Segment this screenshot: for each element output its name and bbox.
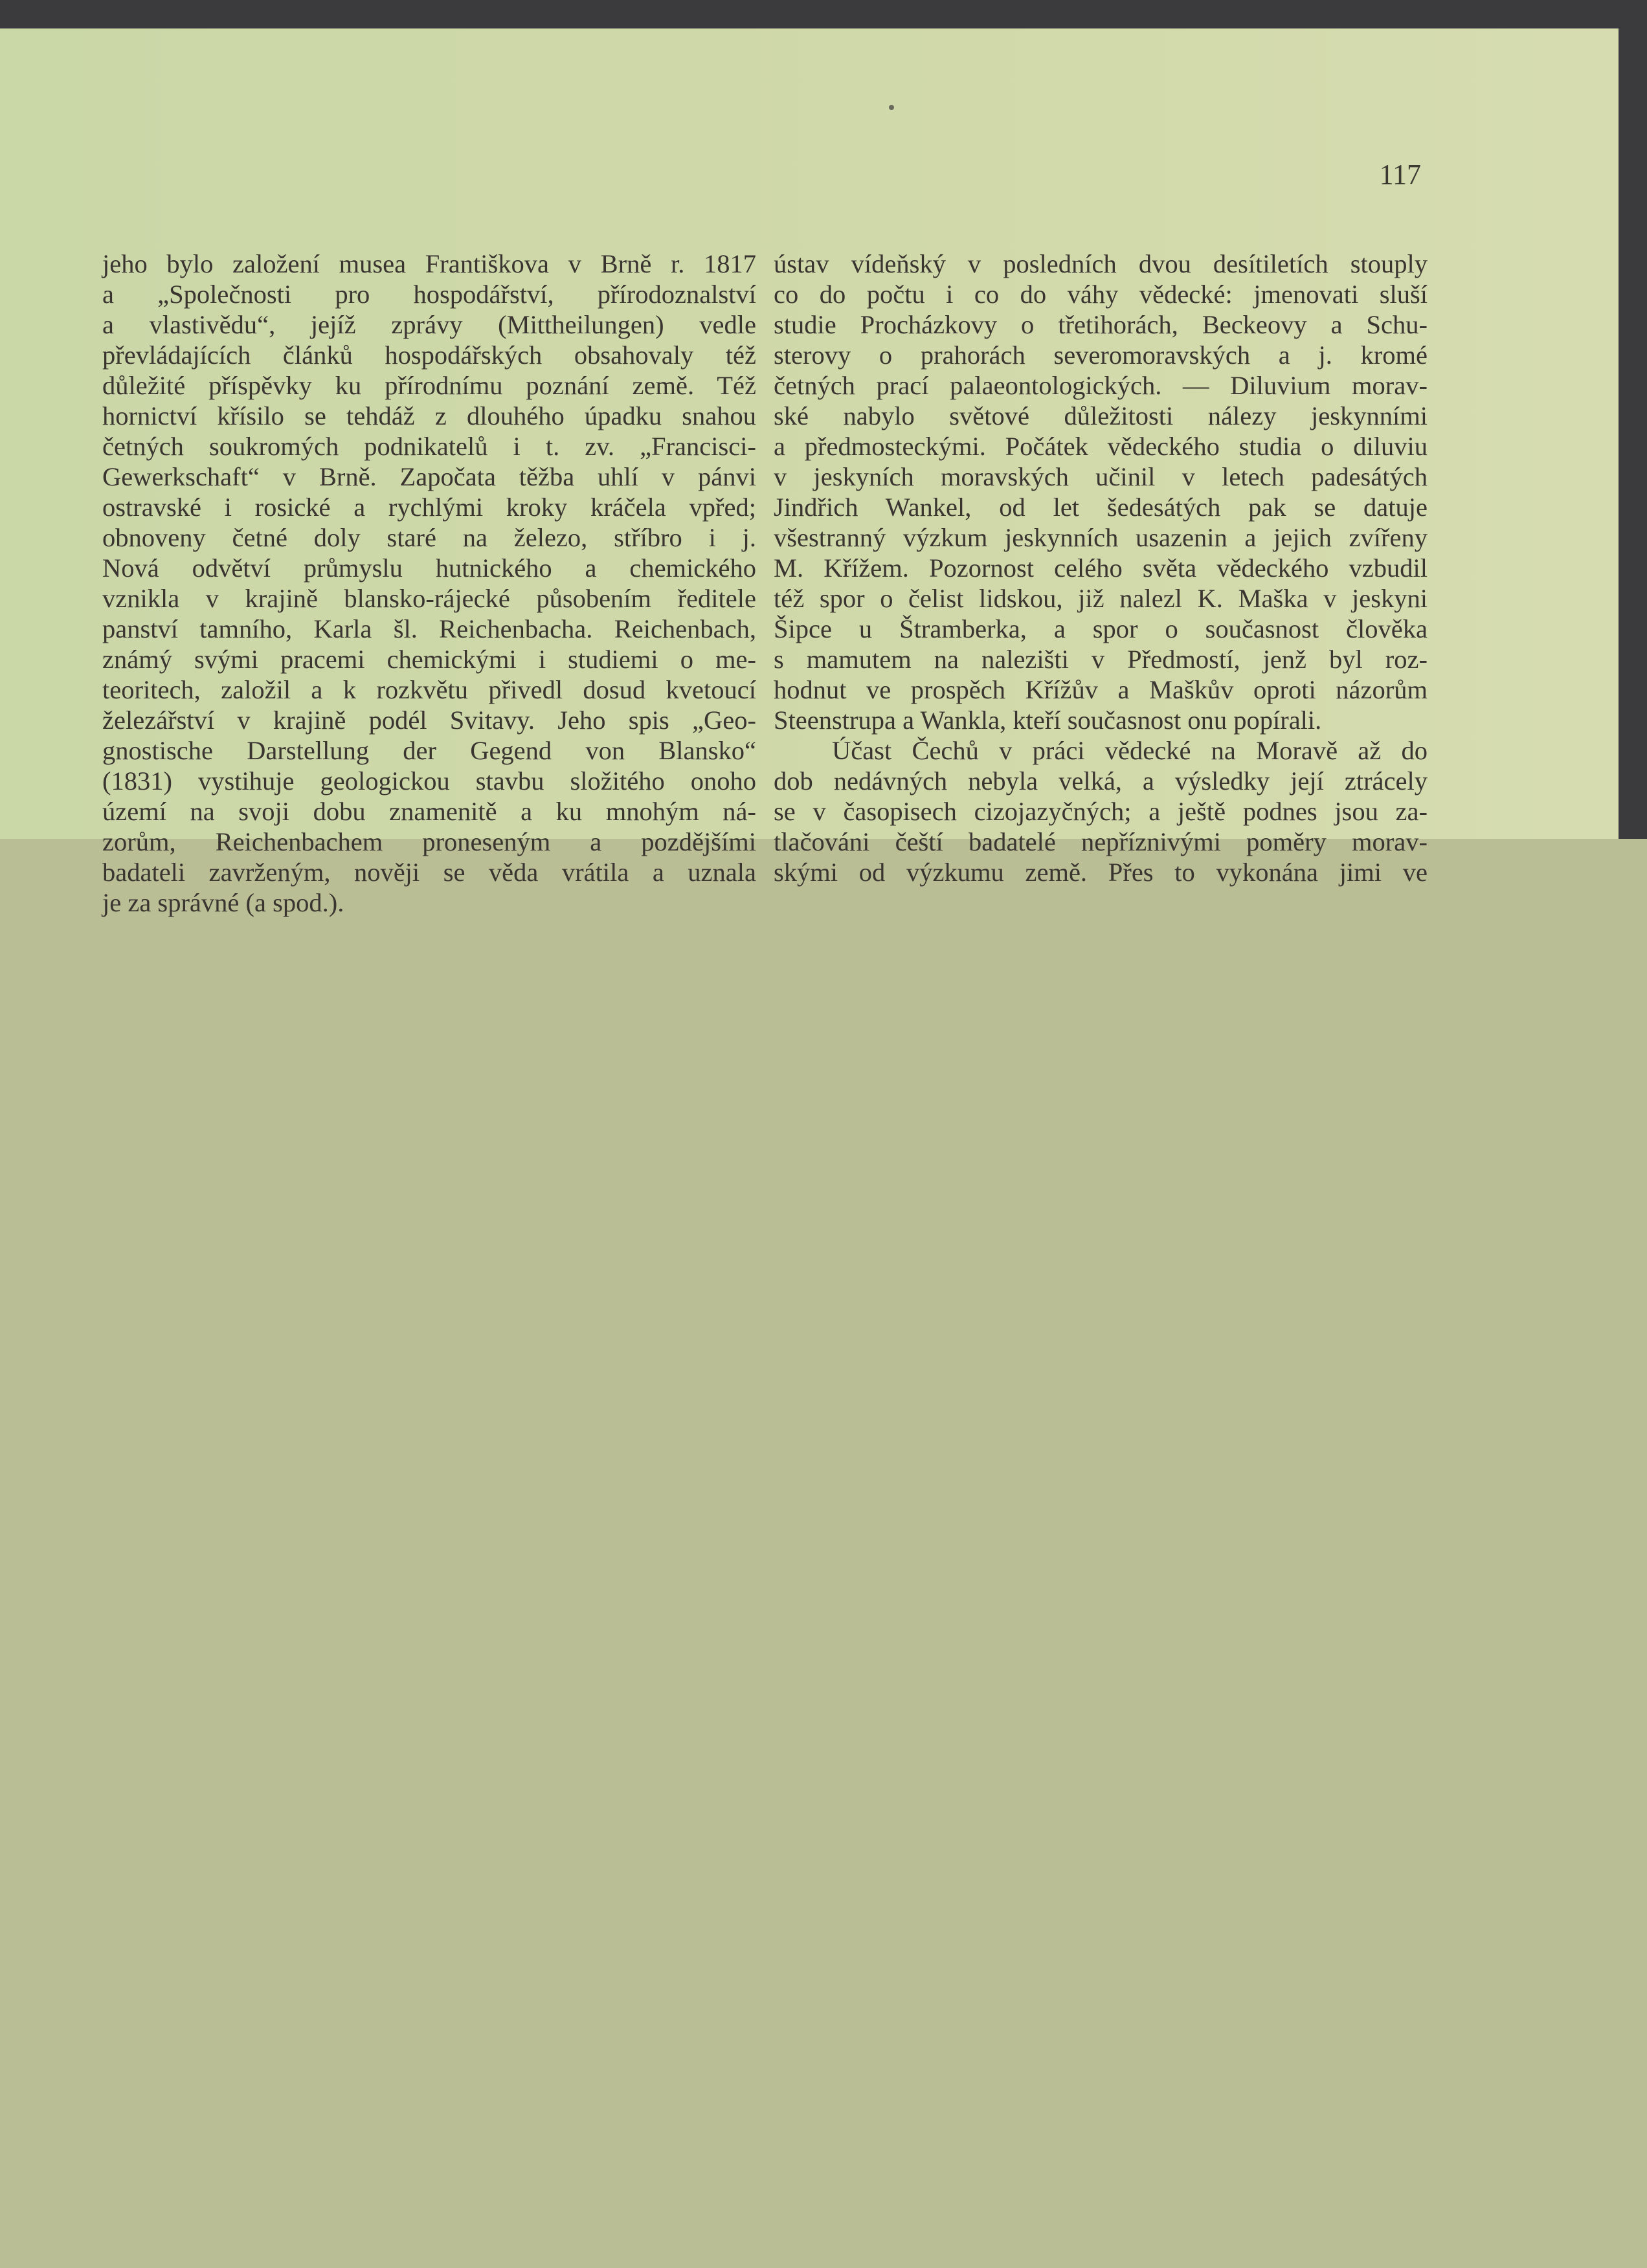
- text-line: Nová odvětví průmyslu hutnického a chemického: [102, 553, 756, 583]
- text-line: skými od výzkumu země. Přes to vykonána jimi ve: [774, 858, 1428, 887]
- book-page: [0, 28, 1619, 917]
- text-line: zorům, Reichenbachem proneseným a pozdějšími: [102, 827, 756, 856]
- text-line: badateli zavrženým, nověji se věda vrátila a uznala: [102, 858, 756, 887]
- scan-right-border: [1619, 0, 1647, 839]
- text-line: ostravské i rosické a rychlými kroky kráčela vpřed;: [102, 493, 756, 522]
- text-line: je za správné (a spod.).: [102, 888, 344, 917]
- text-line: M. Křížem. Pozornost celého světa vědeckého vzbudil: [774, 553, 1428, 583]
- text-line: tlačováni čeští badatelé nepříznivými poměry morav-: [774, 827, 1428, 856]
- text-line: železářství v krajině podél Svitavy. Jeho spis „Geo-: [102, 706, 756, 735]
- text-line: ské nabylo světové důležitosti nálezy jeskynními: [774, 401, 1428, 430]
- text-line: a předmosteckými. Počátek vědeckého studia o diluviu: [774, 432, 1428, 461]
- text-line: teoritech, založil a k rozkvětu přivedl dosud kvetoucí: [102, 675, 756, 704]
- text-line: též spor o čelist lidskou, již nalezl K. Maška v jeskyni: [774, 584, 1428, 613]
- text-line: známý svými pracemi chemickými i studiemi o me-: [102, 645, 756, 674]
- text-line: hodnut ve prospěch Křížův a Maškův oproti názorům: [774, 675, 1428, 704]
- text-line: území na svoji dobu znamenitě a ku mnohým ná-: [102, 797, 756, 826]
- paragraph-first-line: Účast Čechů v práci vědecké na Moravě až do: [832, 736, 1428, 765]
- text-line: se v časopisech cizojazyčných; a ještě podnes jsou za-: [774, 797, 1428, 826]
- left-text-column: [102, 249, 756, 918]
- text-line: Šipce u Štramberka, a spor o současnost člověka: [774, 614, 1428, 643]
- text-line: a „Společnosti pro hospodářství, přírodoznalství: [102, 280, 756, 309]
- page-number: 117: [1379, 159, 1421, 190]
- paper-speck: [889, 105, 894, 110]
- text-line: všestranný výzkum jeskynních usazenin a jejich zvířeny: [774, 523, 1428, 552]
- text-line: Gewerkschaft“ v Brně. Započata těžba uhlí v pánvi: [102, 462, 756, 491]
- text-line: ústav vídeňský v posledních dvou desítiletích stouply: [774, 249, 1428, 278]
- text-line: převládajících článků hospodářských obsahovaly též: [102, 340, 756, 370]
- text-line: dob nedávných nebyla velká, a výsledky její ztrácely: [774, 766, 1428, 795]
- text-line: a vlastivědu“, jejíž zprávy (Mittheilungen) vedle: [102, 310, 756, 339]
- text-line: panství tamního, Karla šl. Reichenbacha. Reichenbach,: [102, 614, 756, 643]
- text-line: s mamutem na nalezišti v Předmostí, jenž byl roz-: [774, 645, 1428, 674]
- text-line: Jindřich Wankel, od let šedesátých pak se datuje: [774, 493, 1428, 522]
- text-line: gnostische Darstellung der Gegend von Blansko“: [102, 736, 756, 765]
- text-line: obnoveny četné doly staré na železo, stříbro i j.: [102, 523, 756, 552]
- text-line: v jeskyních moravských učinil v letech padesátých: [774, 462, 1428, 491]
- text-line: četných prací palaeontologických. — Diluvium morav-: [774, 371, 1428, 400]
- text-line: studie Procházkovy o třetihorách, Beckeovy a Schu-: [774, 310, 1428, 339]
- text-line: jeho bylo založení musea Františkova v Brně r. 1817: [102, 249, 756, 278]
- text-line: co do počtu i co do váhy vědecké: jmenovati sluší: [774, 280, 1428, 309]
- text-line: důležité příspěvky ku přírodnímu poznání země. Též: [102, 371, 756, 400]
- right-text-column: [774, 249, 1428, 887]
- text-line: sterovy o prahorách severomoravských a j. kromé: [774, 340, 1428, 370]
- scan-top-border: [0, 0, 1647, 28]
- text-line: (1831) vystihuje geologickou stavbu složitého onoho: [102, 766, 756, 795]
- text-line: Steenstrupa a Wankla, kteří současnost onu popírali.: [774, 706, 1322, 735]
- text-line: vznikla v krajině blansko-rájecké působením ředitele: [102, 584, 756, 613]
- text-line: četných soukromých podnikatelů i t. zv. „Francisci-: [102, 432, 756, 461]
- text-line: hornictví křísilo se tehdáž z dlouhého úpadku snahou: [102, 401, 756, 430]
